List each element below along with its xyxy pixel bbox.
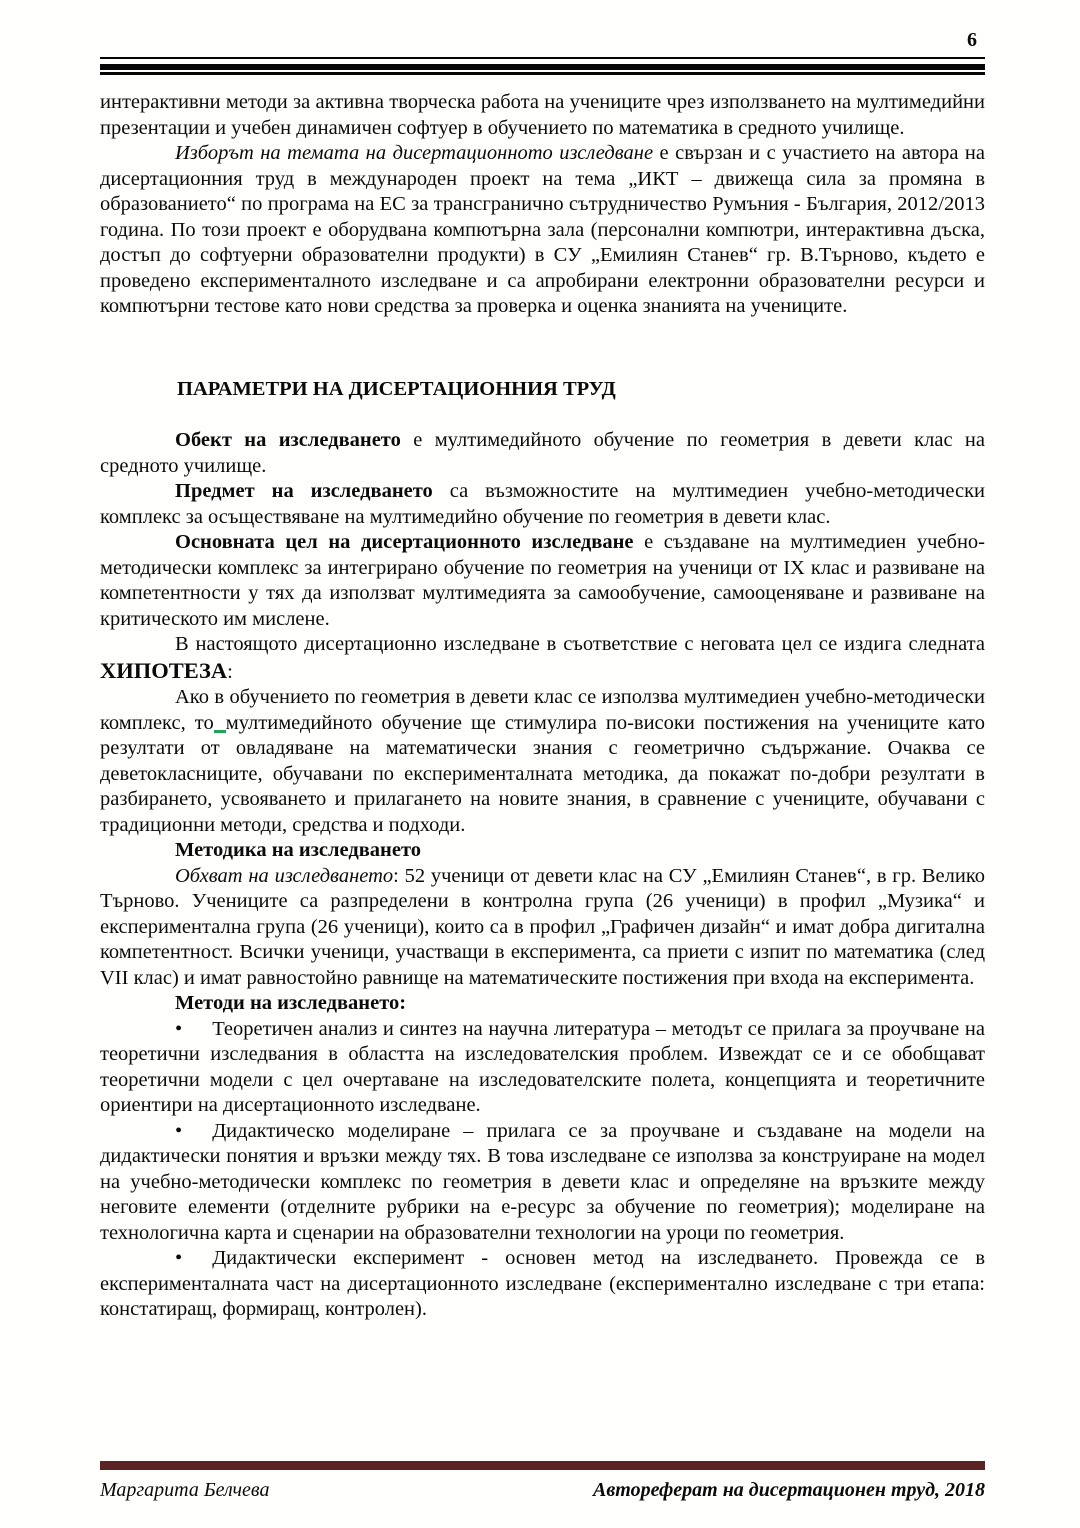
footer-author: Маргарита Белчева bbox=[100, 1479, 270, 1501]
list-item-didactic-experiment: • Дидактически експеримент - основен метод на изследването. Провежда се в експерименталната част на дисертационното изследване (експериментално изследване с три етапа: констатиращ, формиращ, контролен). bbox=[100, 1247, 985, 1320]
page-footer bbox=[100, 1461, 985, 1502]
paragraph-object: Обект на изследването е мултимедийното обучение по геометрия в девети клас на средното училище. bbox=[100, 429, 985, 477]
paragraph-topic-choice: Изборът на темата на дисертационното изследване е свързан и с участието на автора на дисертационния труд в международен проект на тема „ИКТ – движеща сила за промяна в образованието“ по програма на ЕС за трансгранично сътрудничество Румъния - България, 2012/2013 година. По този проект е оборудвана компютърна зала (персонални компютри, интерактивна дъска, достъп до софтуерни образователни продукти) в СУ „Емилиян Станев“ гр. В.Търново, където е проведено експерименталното изследване и са апробирани електронни образователни ресурси и компютърни тестове като нови средства за проверка и оценка знанията на учениците. bbox=[100, 142, 985, 317]
paragraph-hypothesis-intro: В настоящото дисертационно изследване в съответствие с неговата цел се издига следната ХИПОТЕЗА: bbox=[100, 633, 985, 683]
footer-rule bbox=[100, 1461, 985, 1470]
list-item-theoretical-analysis: • Теоретичен анализ и синтез на научна литература – методът се прилага за проучване на теоретични изследвания в областта на изследователския проблем. Извеждат се и се обобщават теоретични модели с цел очертаване на изследователските полета, концепцията и теоретичните ориентири на дисертационното изследване. bbox=[100, 1017, 985, 1116]
paragraph-hypothesis: Ако в обучението по геометрия в девети клас се използва мултимедиен учебно-методически комплекс, то мултимедийното обучение ще стимулира по-високи постижения на учениците като резултати от овладяване на математически знания с геометрично съдържание. Очаква се деветокласниците, обучавани по експерименталната методика, да покажат по-добри резултати в разбирането, усвояването и прилагането на новите знания, в сравнение с учениците, обучавани с традиционни методи, средства и подходи. bbox=[100, 686, 985, 836]
footer-doc-title: Автореферат на дисертационен труд, 2018 bbox=[593, 1479, 985, 1501]
section-heading-parameters: ПАРАМЕТРИ НА ДИСЕРТАЦИОННИЯ ТРУД bbox=[177, 377, 616, 400]
topic-lead: Изборът на темата на дисертационното изследване bbox=[175, 142, 654, 164]
object-lead: Обект на изследването bbox=[175, 429, 401, 451]
grammar-underline-mark bbox=[214, 730, 226, 733]
subject-lead: Предмет на изследването bbox=[175, 480, 433, 502]
page-number: 6 bbox=[967, 29, 977, 51]
bullet-icon: • bbox=[175, 1119, 183, 1142]
subheading-methods: Методи на изследването: bbox=[175, 992, 407, 1014]
bullet-icon: • bbox=[175, 1017, 183, 1040]
subheading-methodology: Методика на изследването bbox=[175, 839, 422, 861]
header-rule-thick bbox=[100, 64, 985, 70]
scope-lead: Обхват на изследването bbox=[175, 864, 394, 887]
header-rule bbox=[100, 57, 985, 75]
bullet-icon: • bbox=[175, 1247, 183, 1269]
document-body bbox=[100, 90, 985, 1323]
page-header bbox=[0, 0, 1080, 75]
header-rule-medium bbox=[100, 72, 985, 75]
paragraph-subject: Предмет на изследването са възможностите на мултимедиен учебно-методически комплекс за осъществяване на мултимедийно обучение по геометрия в девети клас. bbox=[100, 480, 985, 528]
goal-lead: Основната цел на дисертационното изследване bbox=[175, 531, 634, 553]
list-item-didactic-modeling: • Дидактическо моделиране – прилага се за проучване и създаване на модели на дидактически понятия и връзки между тях. В това изследване се използва за конструиране на модел на учебно-методически комплекс по геометрия в девети клас и определяне на връзките между неговите елементи (отделните рубрики на е-ресурс за обучение по геометрия); моделиране на технологична карта и сценарии на образователни технологии на уроци по геометрия. bbox=[100, 1119, 985, 1244]
hypothesis-keyword: ХИПОТЕЗА bbox=[100, 657, 228, 683]
paragraph-scope: Обхват на изследването: 52 ученици от девети клас на СУ „Емилиян Станев“, в гр. Велико Търново. Учениците са разпределени в контролна група (26 ученици) в профил „Музика“ и експериментална група (26 ученици), които са в профил „Графичен дизайн“ и имат добра дигитална компетентност. Всички ученици, участващи в експеримента, са приети с изпит по математика (след VII клас) и имат равностойно равнище на математическите постижения при входа на експеримента. bbox=[100, 864, 985, 989]
header-rule-thin bbox=[100, 57, 985, 59]
paragraph-continuation: интерактивни методи за активна творческа работа на учениците чрез използването на мултимедийни презентации и учебен динамичен софтуер в обучението по математика в средното училище. bbox=[100, 91, 985, 139]
footer-text-row bbox=[100, 1478, 985, 1502]
paragraph-goal: Основната цел на дисертационното изследване е създаване на мултимедиен учебно-методически комплекс за интегрирано обучение по геометрия на ученици от IX клас и развиване на компетентности у тях да използват мултимедията за самообучение, самооценяване и развиване на критическото им мислене. bbox=[100, 531, 985, 630]
